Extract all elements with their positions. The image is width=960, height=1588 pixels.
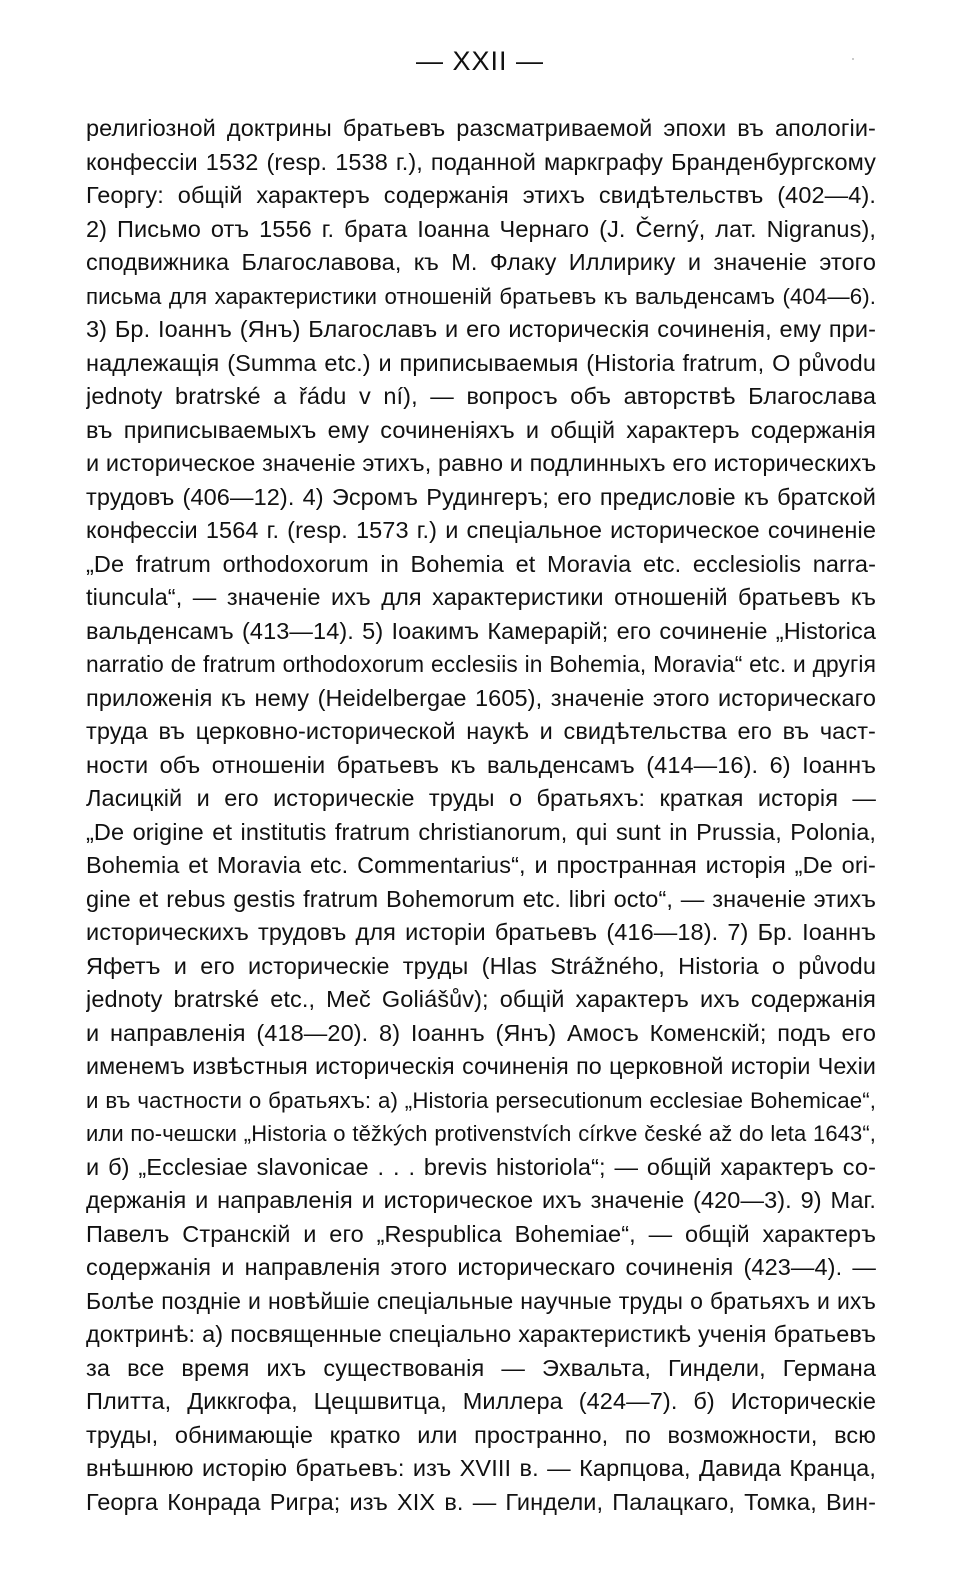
text-line: содержанія и направленія этого историческаго сочиненія (423—4). — [86,1254,876,1280]
text-line: „De fratrum orthodoxorum in Bohemia et Moravia etc. ecclesiolis narra- [86,550,876,577]
text-line: 3) Бр. Іоаннъ (Янъ) Благославъ и его историческія сочиненія, ему при- [86,316,876,342]
text-line: труда въ церковно-исторической наукѣ и свидѣтельства его въ част- [86,718,876,744]
text-line: внѣшнюю исторію братьевъ: изъ XVIII в. — Карпцова, Давида Кранца, [86,1455,876,1481]
scan-speck [852,58,854,60]
text-line: jednoty bratrské etc., Meč Goliášův); общій характеръ ихъ содержанія [86,986,876,1012]
text-line: tiuncula“, — значеніе ихъ для характеристики отношеній братьевъ къ [86,584,876,610]
text-line: 2) Письмо отъ 1556 г. брата Іоанна Чернаго (J. Černý, лат. Nigranus), [86,215,876,242]
text-line: конфессіи 1532 (resp. 1538 г.), поданной маркграфу Бранденбургскому [86,148,876,175]
text-line: доктринѣ: а) посвященные спеціально характеристикѣ ученія братьевъ [86,1321,876,1347]
text-line: за все время ихъ существованія — Эхвальта, Гиндели, Германа [86,1354,876,1381]
text-line: трудовъ (406—12). 4) Эсромъ Рудингеръ; его предисловіе къ братской [86,483,876,510]
text-line: именемъ извѣстныя историческія сочиненія по церковной исторіи Чехіи [86,1053,876,1079]
text-line: Болѣе поздніе и новѣйшіе спеціальные научные труды о братьяхъ и ихъ [86,1287,876,1314]
text-line: сподвижника Благославова, къ М. Флаку Иллирику и значеніе этого [86,249,876,275]
body-text [86,112,876,1519]
text-line: труды, обнимающіе кратко или пространно, по возможности, всю [86,1421,876,1448]
text-line: и б) „Ecclesiae slavonicae . . . brevis historiola“; — общій характеръ со- [86,1153,876,1180]
text-line: держанія и направленія и историческое ихъ значеніе (420—3). 9) Маг. [86,1187,876,1213]
text-line: и въ частности о братьяхъ: а) „Historia persecutionum ecclesiae Bohemicae“, [86,1087,876,1113]
page-number-header: — XXII — [415,46,545,76]
text-line: надлежащія (Summa etc.) и приписываемыя (Historia fratrum, O původu [86,349,876,376]
text-line: письма для характеристики отношеній братьевъ къ вальденсамъ (404—6). [86,283,876,309]
text-line: въ приписываемыхъ ему сочиненіяхъ и общій характеръ содержанія [86,416,876,443]
text-line: конфессіи 1564 г. (resp. 1573 г.) и спеціальное историческое сочиненіе [86,517,876,543]
text-line: историческихъ трудовъ для исторіи братьевъ (416—18). 7) Бр. Іоаннъ [86,919,876,945]
text-line: Bohemia et Moravia etc. Commentarius“, и пространная исторія „De ori- [86,852,876,878]
text-line: Плитта, Диккгофа, Цецшвитца, Миллера (424—7). б) Историческіе [86,1388,876,1414]
text-line: gine et rebus gestis fratrum Bohemorum etc. libri octo“, — значеніе этихъ [86,885,876,912]
text-line: и историческое значеніе этихъ, равно и подлинныхъ его историческихъ [86,450,876,476]
text-line: narratio de fratrum orthodoxorum ecclesiis in Bohemia, Moravia“ etc. и другія [86,651,876,677]
text-line: религіозной доктрины братьевъ разсматриваемой эпохи въ апологіи- [86,115,876,141]
text-line: „De origine et institutis fratrum christianorum, qui sunt in Prussia, Polonia, [86,818,876,845]
text-line: Яфетъ и его историческіе труды (Hlas Strážného, Historia o původu [86,952,876,979]
text-line: Георгу: общій характеръ содержанія этихъ свидѣтельствъ (402—4). [86,182,876,208]
text-line: ности объ отношеніи братьевъ къ вальденсамъ (414—16). 6) Іоаннъ [86,751,876,778]
text-line: или по-чешски „Historia o těžkých protivenstvích církve české až do leta 1643“, [86,1121,876,1146]
text-line: Ласицкій и его историческіе труды о братьяхъ: краткая исторія — [86,785,876,811]
text-line: приложенія къ нему (Heidelbergae 1605), значеніе этого историческаго [86,684,876,711]
text-line: и направленія (418—20). 8) Іоаннъ (Янъ) Амосъ Коменскій; подъ его [86,1019,876,1046]
text-line: вальденсамъ (413—14). 5) Іоакимъ Камерарій; его сочиненіе „Historica [86,617,876,644]
text-line: Георга Конрада Ригра; изъ XIX в. — Гиндели, Палацкаго, Томка, Вин- [86,1488,876,1515]
text-line: Павелъ Странскій и его „Respublica Bohemiae“, — общій характеръ [86,1220,876,1247]
text-line: jednoty bratrské a řádu v ní), — вопросъ объ авторствѣ Благослава [86,383,876,409]
